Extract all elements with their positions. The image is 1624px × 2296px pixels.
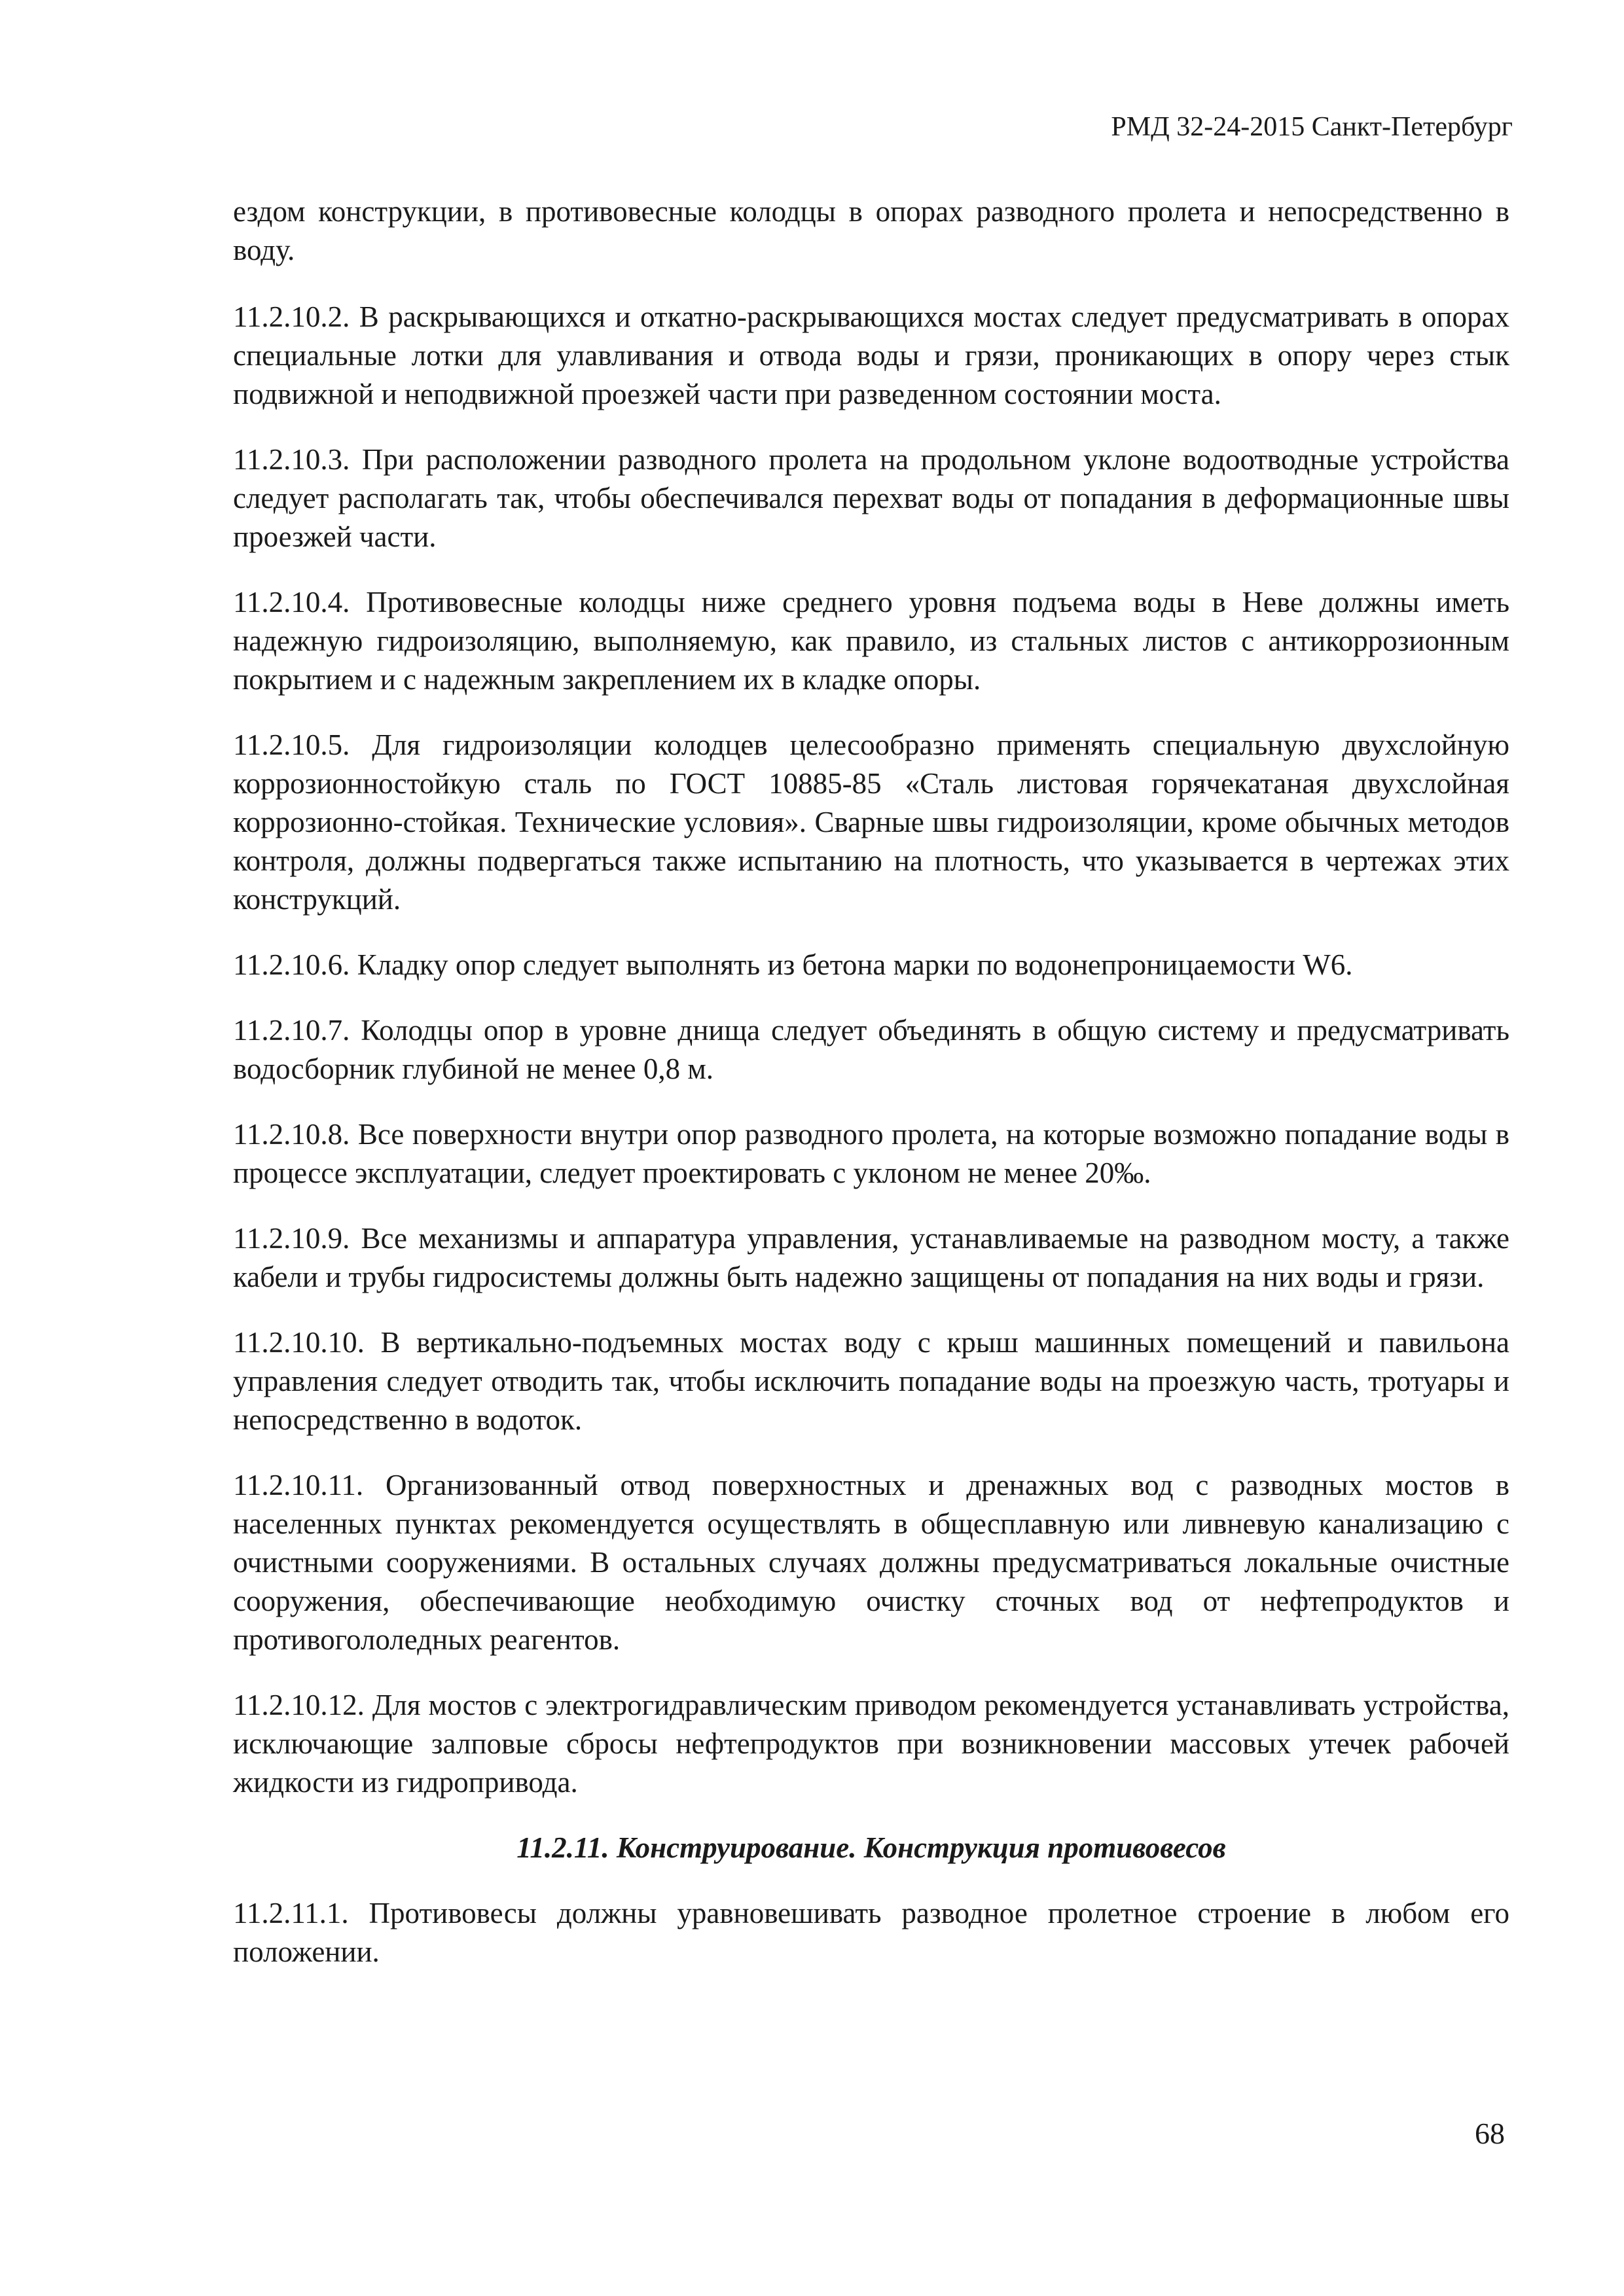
page-content — [233, 192, 1509, 1998]
page-number: 68 — [1475, 2117, 1505, 2150]
paragraph-11-2-10-4: 11.2.10.4. Противовесные колодцы ниже среднего уровня подъема воды в Неве должны иметь надежную гидроизоляцию, выполняемую, как правило, из стальных листов с антикоррозионным покрытием и с надежным закреплением их в кладке опоры. — [233, 586, 1509, 696]
running-header: РМД 32-24-2015 Санкт-Петербург — [1111, 112, 1513, 142]
paragraph-11-2-10-6: 11.2.10.6. Кладку опор следует выполнять из бетона марки по водонепроницаемости W6. — [233, 948, 1353, 981]
paragraph-continuation: ездом конструкции, в противовесные колодцы в опорах разводного пролета и непосредственно в воду. — [233, 195, 1509, 266]
paragraph-11-2-10-9: 11.2.10.9. Все механизмы и аппаратура управления, устанавливаемые на разводном мосту, а также кабели и трубы гидросистемы должны быть надежно защищены от попадания на них воды и грязи. — [233, 1222, 1509, 1293]
paragraph-11-2-11-1: 11.2.11.1. Противовесы должны уравновешивать разводное пролетное строение в любом его положении. — [233, 1897, 1509, 1968]
paragraph-11-2-10-11: 11.2.10.11. Организованный отвод поверхностных и дренажных вод с разводных мостов в населенных пунктах рекомендуется осуществлять в общесплавную или ливневую канализацию с очистными сооружениями. В остальных случаях должны предусматриваться локальные очистные сооружения, обеспечивающие необходимую очистку сточных вод от нефтепродуктов и противогололедных реагентов. — [233, 1469, 1509, 1656]
paragraph-11-2-10-10: 11.2.10.10. В вертикально-подъемных мостах воду с крыш машинных помещений и павильона управления следует отводить так, чтобы исключить попадание воды на проезжую часть, тротуары и непосредственно в водоток. — [233, 1326, 1509, 1436]
paragraph-11-2-10-7: 11.2.10.7. Колодцы опор в уровне днища следует объединять в общую систему и предусматривать водосборник глубиной не менее 0,8 м. — [233, 1014, 1509, 1085]
paragraph-11-2-10-5: 11.2.10.5. Для гидроизоляции колодцев целесообразно применять специальную двухслойную коррозионностойкую сталь по ГОСТ 10885-85 «Сталь листовая горячекатаная двухслойная коррозионно-стойкая. Технические условия». Сварные швы гидроизоляции, кроме обычных методов контроля, должны подвергаться также испытанию на плотность, что указывается в чертежах этих конструкций. — [233, 728, 1509, 916]
paragraph-11-2-10-3: 11.2.10.3. При расположении разводного пролета на продольном уклоне водоотводные устройства следует располагать так, чтобы обеспечивался перехват воды от попадания в деформационные швы проезжей части. — [233, 443, 1509, 553]
paragraph-11-2-10-8: 11.2.10.8. Все поверхности внутри опор разводного пролета, на которые возможно попадание воды в процессе эксплуатации, следует проектировать с уклоном не менее 20‰. — [233, 1118, 1509, 1189]
section-heading: 11.2.11. Конструирование. Конструкция противовесов — [516, 1831, 1226, 1864]
paragraph-11-2-10-12: 11.2.10.12. Для мостов с электрогидравлическим приводом рекомендуется устанавливать устройства, исключающие залповые сбросы нефтепродуктов при возникновении массовых утечек рабочей жидкости из гидропривода. — [233, 1689, 1509, 1799]
paragraph-11-2-10-2: 11.2.10.2. В раскрывающихся и откатно-раскрывающихся мостах следует предусматривать в опорах специальные лотки для улавливания и отвода воды и грязи, проникающих в опору через стык подвижной и неподвижной проезжей части при разведенном состоянии моста. — [233, 300, 1509, 410]
